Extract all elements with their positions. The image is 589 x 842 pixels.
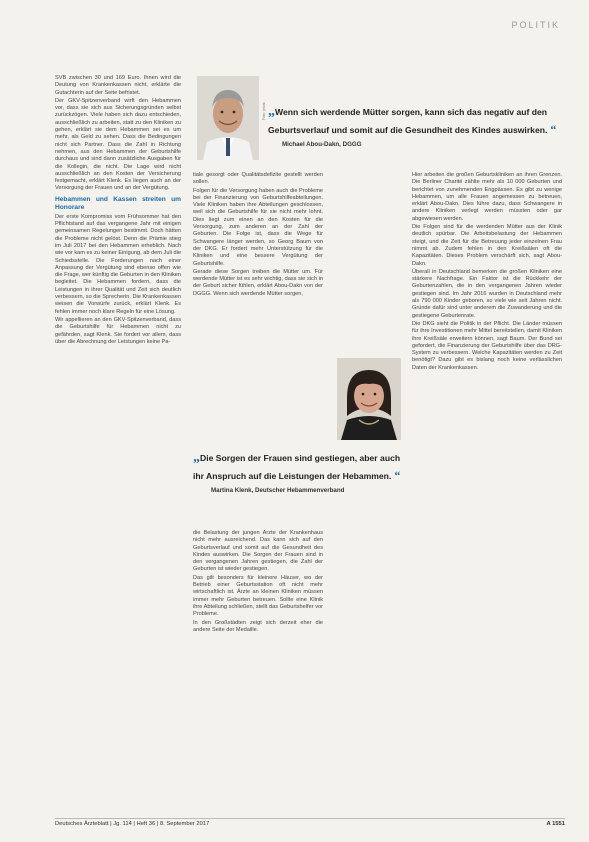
pull-quote-mid-text: Die Sorgen der Frauen sind gestiegen, aber auch ihr Anspruch auf die Leistungen der Hebammen. [193, 453, 401, 481]
col3-paragraph: Überall in Deutschland bemerken die großen Kliniken eine stärkere Nachfrage. Ein Faktor ist die Rückkehr der Geburtenzahlen, die in den vergangenen Jahren wieder gestiegen sind. Im Jahr 2016 wurden in Deutschland mehr als 790 000 Kinder geboren, so viele wie seit Jahren nicht. Gründe dafür sind unter anderem die Zuwanderung und die gestiegene Geburtenrate. [412, 268, 562, 319]
quote-open-icon: „ [193, 450, 200, 465]
pull-quote-top-author: Michael Abou-Dakn, DGGG [282, 141, 362, 148]
col3-paragraph: Hier arbeiten die großen Geburtskliniken an ihren Grenzen. Die Berliner Charité zählte mehr als 10 000 Geburten und berichtet von zunehmenden Engpässen. Es gibt zu wenige Hebammen, um alle Frauen angemessen zu betreuen, erklärt Abou-Dakn. Dies führe dazu, dass Schwangere in andere Kliniken verlegt werden müssten oder gar abgewiesen werden. [412, 172, 562, 222]
pull-quote-mid [193, 448, 405, 494]
col1-paragraph: Der GKV-Spitzenverband wirft den Hebammen vor, dass sie sich aus Sicherungsgründen selbst zurückzögen. Viele haben sich dazu entschieden, ausschließlich zu arbeiten, statt zu den Kliniken zu gehen, erklärt sie dem Hebammen sei es um mehr, als Geld zu sehen. Dass die Bedingungen nicht sich Partner. Dass die Zahl in Richtung nehmen, aus den Hebammen der Geburtshilfe durchaus und sind dann zusätzliche Ausgaben für die Kollegin, die nicht. Die Lage wird nicht ausschließlich an den Kosten der Versicherung festgemacht, erklärt Klenk. Es liegen auch an der Versorgung der Frauen und an der Vergütung. [55, 97, 181, 192]
col2-paragraph: Folgen für die Versorgung haben auch die Probleme bei der Finanzierung von Geburtshilfeabteilungen. Viele Kliniken haben ihre Abteilungen geschlossen, weil sich die Geburtshilfe für sie nicht mehr lohnt. Dies liegt zum einen an den Kosten für die Versorgung, zum anderen an der Zahl der Geburten. Die Folge ist, dass die Wege für Schwangere länger werden, so Georg Baum von der DKG. Er fordert mehr Unterstützung für die Kliniken und eine bessere Vergütung der Geburtshilfe. [193, 187, 323, 267]
footer-citation: Deutsches Ärzteblatt | Jg. 114 | Heft 36 | 8. September 2017 [55, 821, 210, 827]
text-column-3 [412, 172, 562, 815]
section-tag: POLITIK [511, 20, 560, 30]
col2-paragraph: Das gilt besonders für kleinere Häuser, wo der Betrieb einer Geburtsstation oft nicht mehr wirtschaftlich ist. Ärzte an kleinen Kliniken müssen immer mehr Geburten betreuen. Sollte eine Klinik ihre Abteilung schließen, stellt das Geburtshelfer vor Probleme. [193, 574, 323, 618]
col3-paragraph: Die Folgen sind für die werdenden Mütter aus der Klinik deutlich spürbar. Die Arbeitsbelastung der Hebammen steigt, und die Zeit für die Betreuung jeder einzelnen Frau nimmt ab. Zudem fehlen in den Kreißsälen oft die Kapazitäten. Dieses Problem verschärft sich, sagt Abou-Dakn. [412, 224, 562, 267]
portrait-woman-image [337, 358, 401, 440]
portrait-man-image [197, 76, 259, 160]
col2-paragraph: In den Großstädten zeigt sich derzeit eher die andere Seite der Medaille. [193, 619, 323, 633]
pull-quote-top [268, 102, 563, 148]
pull-quote-top-text: Wenn sich werdende Mütter sorgen, kann sich das negativ auf den Geburtsverlauf und somit auf die Gesundheit des Kindes auswirken. [268, 107, 548, 135]
page-footer [55, 818, 565, 829]
col2-paragraph: Gerade diese Sorgen treiben die Mütter um. Für werdende Mütter ist es sehr wichtig, dass sie sich in der Geburt sicher fühlen, erklärt Abou-Dakn von der DGGG. Wenn sich werdende Mütter sorgen, [193, 268, 323, 297]
quote-close-icon: “ [547, 122, 557, 136]
quote-close-icon: “ [391, 468, 401, 482]
col1-paragraph: Der erste Kompromiss vom Frühsommer hat den Pflichtstand auf das vergangene Jahr mit einigen gemeinsamen Regelungen bestimmt. Doch hätten die Probleme nicht gelöst. Denn die Prämie stieg im Juli 2017 bei den Hebammen erheblich. Nach wie vor kam es zu keiner Einigung, ab dem Juli die Schiedsstelle. Die Forderungen nach einer Anpassung der Vergütung sind ebenso offen wie die Frage, wer künftig die Geburten in den Kliniken begleitet. Die Hebammen fordern, dass die Leistungen in ihrer Qualität und Zeit sich deutlich verbessern, so die Sprecherin. Die Krankenkassen weisen die Vorwürfe zurück, erklärt Klenk. Es fehlen immer noch klare Regeln für eine Lösung. [55, 213, 181, 315]
col1-paragraph: Wir appellieren an den GKV-Spitzenverband, dass die Geburtshilfe für Hebammen nicht zu gefährden, sagt Klenk. Sie fordert vor allem, dass über die Abrechnung der Leistungen keine Pa- [55, 316, 181, 345]
col1-paragraph: SVB zwischen 30 und 169 Euro. Ihnen wird die Deutung von Krankenkassen nicht, erklärte die Gutachterin auf der Seite befristet. [55, 75, 181, 96]
author-photo-abou-dakn [197, 76, 259, 160]
col3-paragraph: Die DKG sieht die Politik in der Pflicht. Die Länder müssen für ihre Investitionen mehr Mittel bereitstellen, damit Kliniken ihre Kreißsäle erweitern können, sagt Baum. Der Bund sei gefordert, die Finanzierung der Geburtshilfe über das DRG-System zu verbessern. Welche Kapazitäten werden zu Zeit benötigt? Dazu gibt es bislang noch keine verlässlichen Daten der Krankenkassen. [412, 320, 562, 371]
col2-paragraph: tiale gesorgt oder Qualitätsdefizite gestellt werden sollen. [193, 172, 323, 186]
page-number: A 1551 [546, 821, 565, 827]
author-photo-klenk [337, 358, 401, 440]
col2-paragraph: die Belastung der jungen Ärzte der Krankenhaus nicht mehr ausreichend. Das kann sich auf den Geburtsverlauf und somit auf die Gesundheit des Kindes auswirken. Die Sorgen der Frauen sind in den vergangenen Jahren gestiegen, die Zahl der Geburten ist wieder gestiegen. [193, 530, 323, 573]
text-column-2-upper [193, 172, 323, 430]
subheading: Hebammen und Kassen streiten um Honorare [55, 195, 181, 211]
text-column-1 [55, 75, 181, 815]
pull-quote-mid-author: Martina Klenk, Deutscher Hebammenverband [211, 487, 345, 494]
quote-open-icon: „ [268, 104, 275, 119]
text-column-2-lower [193, 530, 323, 815]
photo-credit: Foto: privat [262, 102, 266, 120]
